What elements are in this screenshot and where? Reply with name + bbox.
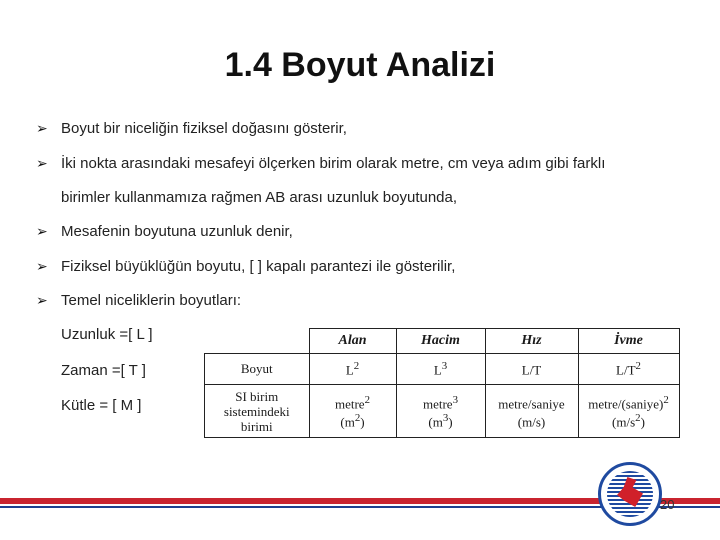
table-header: İvme — [578, 329, 679, 354]
bullet-item: ➢ İki nokta arasındaki mesafeyi ölçerken birim olarak metre, cm veya adım gibi farklı — [36, 155, 606, 172]
dimension-mass: Kütle = [ M ] — [61, 397, 142, 414]
arrow-bullet-icon: ➢ — [36, 120, 48, 136]
page-number: 20 — [660, 497, 675, 512]
dimension-length: Uzunluk =[ L ] — [61, 326, 153, 343]
university-logo-icon — [598, 462, 662, 526]
table-corner — [205, 329, 310, 354]
table-cell: L/T — [485, 354, 578, 385]
arrow-bullet-icon: ➢ — [36, 258, 48, 274]
table-header: Alan — [309, 329, 396, 354]
table-header: Hacim — [396, 329, 485, 354]
table-cell: metre$^3$ $(m^3)$ — [396, 385, 485, 438]
table-header: Hız — [485, 329, 578, 354]
table-cell: metre/saniye (m/s) — [485, 385, 578, 438]
bullet-item: ➢ Boyut bir niceliğin fiziksel doğasını gösterir, — [36, 120, 347, 137]
slide-title: 1.4 Boyut Analizi — [224, 46, 496, 84]
row-label: Boyut — [205, 354, 310, 385]
bullet-continuation: birimler kullanmamıza rağmen AB arası uzunluk boyutunda, — [61, 189, 458, 206]
row-label: SI birim sistemindeki birimi — [205, 385, 310, 438]
bullet-item: ➢ Temel niceliklerin boyutları: — [36, 292, 242, 309]
bullet-item: ➢ Fiziksel büyüklüğün boyutu, [ ] kapalı parantezi ile gösterilir, — [36, 258, 456, 275]
table-cell: metre/(saniye)$^2$ $(m/s^2)$ — [578, 385, 679, 438]
table-cell: metre$^2$ $(m^2)$ — [309, 385, 396, 438]
table-cell: $L^2$ — [309, 354, 396, 385]
arrow-bullet-icon: ➢ — [36, 292, 48, 308]
arrow-bullet-icon: ➢ — [36, 223, 48, 239]
arrow-bullet-icon: ➢ — [36, 155, 48, 171]
table-cell: $L/T^2$ — [578, 354, 679, 385]
table-cell: $L^3$ — [396, 354, 485, 385]
dimension-time: Zaman =[ T ] — [61, 362, 146, 379]
bullet-item: ➢ Mesafenin boyutuna uzunluk denir, — [36, 223, 293, 240]
dimensions-table — [204, 328, 680, 438]
